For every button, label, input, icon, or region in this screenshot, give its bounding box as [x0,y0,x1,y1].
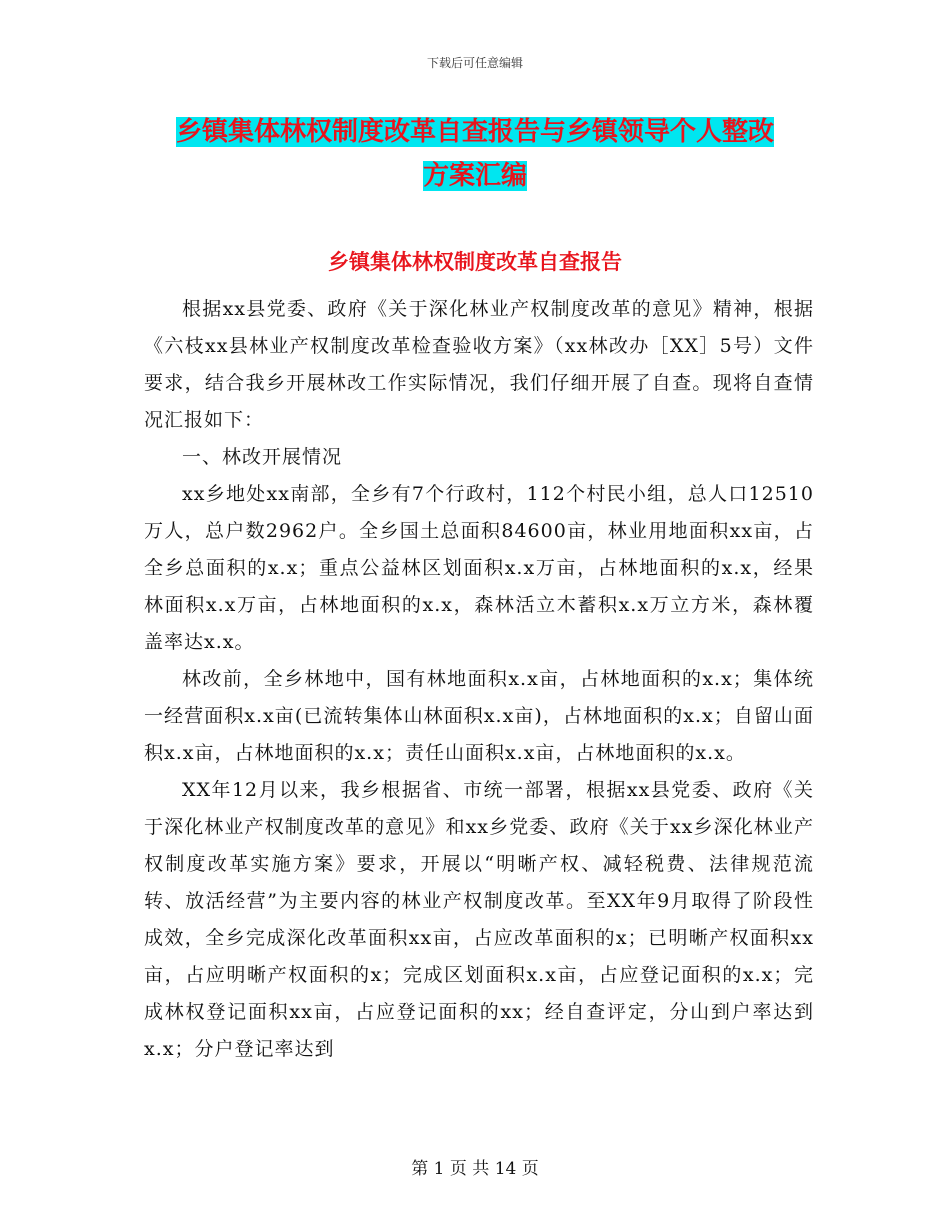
document-title-line-2: 方案汇编 [422,161,527,191]
section-title: 乡镇集体林权制度改革自查报告 [328,250,622,274]
paragraph-overview: xx乡地处xx南部，全乡有7个行政村，112个村民小组，总人口12510万人，总户数2962户。全乡国土总面积84600亩，林业用地面积xx亩，占全乡总面积的x.x；重点公益林区划面积x.x万亩，占林地面积的x.x，经果林面积x.x万亩，占林地面积的x.x，森林活立木蓄积x.x万立方米，森林覆盖率达x.x。 [144,483,814,653]
paragraph-before-reform: 林改前，全乡林地中，国有林地面积x.x亩，占林地面积的x.x；集体统一经营面积x.x亩(已流转集体山林面积x.x亩)，占林地面积的x.x；自留山面积x.x亩，占林地面积的x.x；责任山面积x.x亩，占林地面积的x.x。 [144,668,814,764]
header-note: 下载后可任意编辑 [426,56,523,70]
body-text [144,291,814,1068]
paragraph-intro: 根据xx县党委、政府《关于深化林业产权制度改革的意见》精神，根据《六枝xx县林业产权制度改革检查验收方案》（xx林改办［XX］5号）文件要求，结合我乡开展林改工作实际情况，我们仔细开展了自查。现将自查情况汇报如下： [144,298,814,431]
document-title [0,110,950,198]
document-title-line-1: 乡镇集体林权制度改革自查报告与乡镇领导个人整改 [175,117,774,147]
heading-part-one: 一、林改开展情况 [182,446,343,468]
page-footer: 第 1 页 共 14 页 [411,1159,539,1179]
paragraph-reform-progress: XX年12月以来，我乡根据省、市统一部署，根据xx县党委、政府《关于深化林业产权制度改革的意见》和xx乡党委、政府《关于xx乡深化林业产权制度改革实施方案》要求，开展以“明晰产权、减轻税费、法律规范流转、放活经营”为主要内容的林业产权制度改革。至XX年9月取得了阶段性成效，全乡完成深化改革面积xx亩，占应改革面积的x；已明晰产权面积xx亩，占应明晰产权面积的x；完成区划面积x.x亩，占应登记面积的x.x；完成林权登记面积xx亩，占应登记面积的xx；经自查评定，分山到户率达到x.x；分户登记率达到 [144,779,814,1060]
